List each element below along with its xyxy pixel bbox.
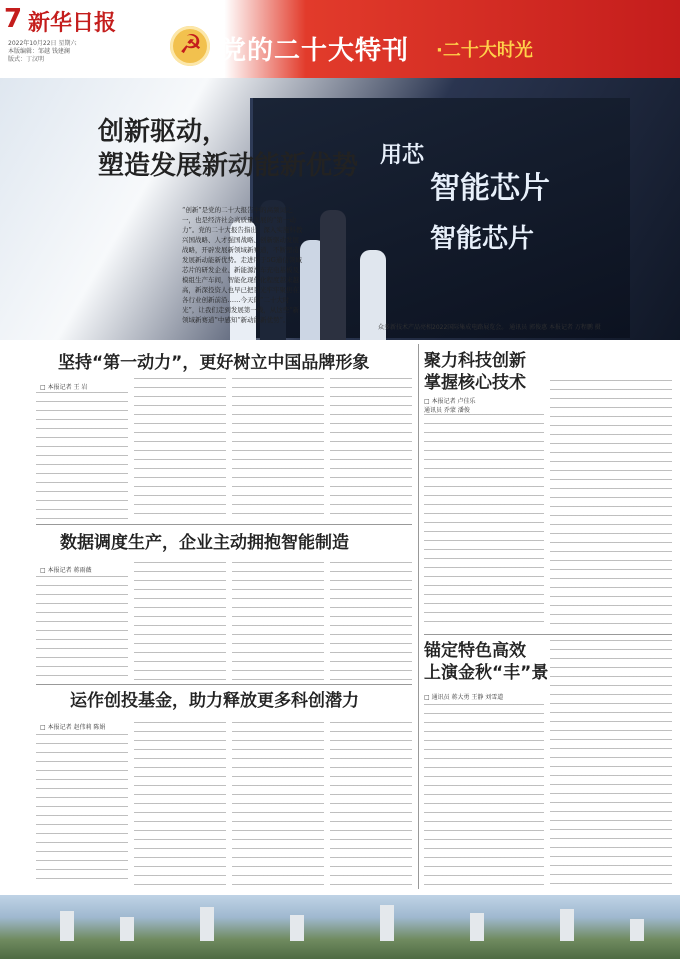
article-2-byline: □ 本报记者 蒋雨薇 xyxy=(40,567,92,574)
main-headline-line-2: 塑造发展新动能新优势 xyxy=(98,151,359,181)
article-3-headline[interactable]: 运作创投基金，助力释放更多科创潜力 xyxy=(70,691,359,711)
article-5-text-column xyxy=(424,704,544,886)
article-4-text-column xyxy=(550,380,672,628)
article-5-byline: □ 通讯员 蒋大勇 王静 刘雪道 xyxy=(424,694,504,701)
lead-paragraph: “创新”是党的二十大报告中的高频词之一，也是经济社会高质量发展的“第一动力”。党的二十大报告指出，深入实施科教兴国战略、人才强国战略、创新驱动发展战略，开辟发展新领域新赛道，不断塑造发展新动能新优势。走进用于5G通信领域芯片的研发企业、新能源汽车充电基板及模组生产车间，智能化现代化程度越来越高，新深投资人也早已把目光牢牢聚焦在各行业创新前沿……今天的“二十大时光”，让我们走到发展第一线，从这些“新领域新赛道”中感知“新动能新优势”。 xyxy=(182,206,303,324)
article-5-headline[interactable]: 锚定特色高效 上演金秋“丰”景 xyxy=(424,641,549,683)
column-divider xyxy=(418,344,419,889)
article-3-text-column xyxy=(330,722,412,886)
party-emblem-icon xyxy=(170,26,210,66)
article-4-byline: □ 本报记者 卢佳乐 通讯员 乔蒙 潘俊 xyxy=(424,398,476,414)
issue-meta xyxy=(8,40,76,64)
article-3-byline: □ 本报记者 赵伟莉 陈娟 xyxy=(40,724,106,731)
bottom-landscape-photo xyxy=(0,895,680,959)
building xyxy=(120,917,134,941)
building xyxy=(470,913,484,941)
article-1-text-column xyxy=(134,378,226,520)
article-1-text-column xyxy=(36,392,128,520)
article-2-text-column xyxy=(330,562,412,680)
article-2-text-column xyxy=(134,562,226,680)
article-4-text-column xyxy=(424,414,544,628)
masthead-bar xyxy=(0,0,680,78)
exhibit-sign-text-2: 智能芯片 xyxy=(430,171,550,206)
divider xyxy=(424,634,672,635)
main-headline-line-1: 创新驱动， xyxy=(98,117,229,147)
divider xyxy=(36,524,412,525)
article-1-text-column xyxy=(232,378,324,520)
article-1-headline[interactable]: 坚持“第一动力”，更好树立中国品牌形象 xyxy=(58,353,370,373)
article-2-text-column xyxy=(36,576,128,680)
building xyxy=(60,911,74,941)
building xyxy=(560,909,574,941)
date-line: 2022年10月22日 星期六 xyxy=(8,40,77,47)
building xyxy=(630,919,644,941)
article-1-byline: □ 本报记者 王 岩 xyxy=(40,384,88,391)
article-3-text-column xyxy=(36,734,128,886)
page-number: 7 xyxy=(4,4,23,34)
visitor-figure xyxy=(320,210,346,340)
article-1-text-column xyxy=(330,378,412,520)
building xyxy=(380,905,394,941)
article-3-text-column xyxy=(134,722,226,886)
section-line: 本版编辑：邹越 钱建澜 xyxy=(8,48,70,55)
special-issue-title: 党的二十大特刊 xyxy=(220,36,410,66)
photo-caption: 众多新技术产品亮相2022国际集成电路展览会。 通讯员 郭俊惠 本报记者 万程鹏 摄 xyxy=(378,324,601,331)
building xyxy=(200,907,214,941)
building xyxy=(290,915,304,941)
exhibit-sign-text-1: 用芯 xyxy=(380,143,425,168)
designer-line: 版式：丁汉明 xyxy=(8,56,45,63)
article-2-text-column xyxy=(232,562,324,680)
article-3-text-column xyxy=(232,722,324,886)
article-5-text-column xyxy=(550,640,672,886)
articles-area xyxy=(0,340,680,900)
main-headline xyxy=(98,115,358,183)
paper-logo: 新华日报 xyxy=(28,10,117,36)
article-4-headline[interactable]: 聚力科技创新 掌握核心技术 xyxy=(424,351,526,393)
divider xyxy=(36,684,412,685)
exhibit-sign-text-3: 智能芯片 xyxy=(430,224,535,254)
special-issue-subtitle: ·二十大时光 xyxy=(436,40,533,61)
article-2-headline[interactable]: 数据调度生产，企业主动拥抱智能制造 xyxy=(60,533,349,553)
